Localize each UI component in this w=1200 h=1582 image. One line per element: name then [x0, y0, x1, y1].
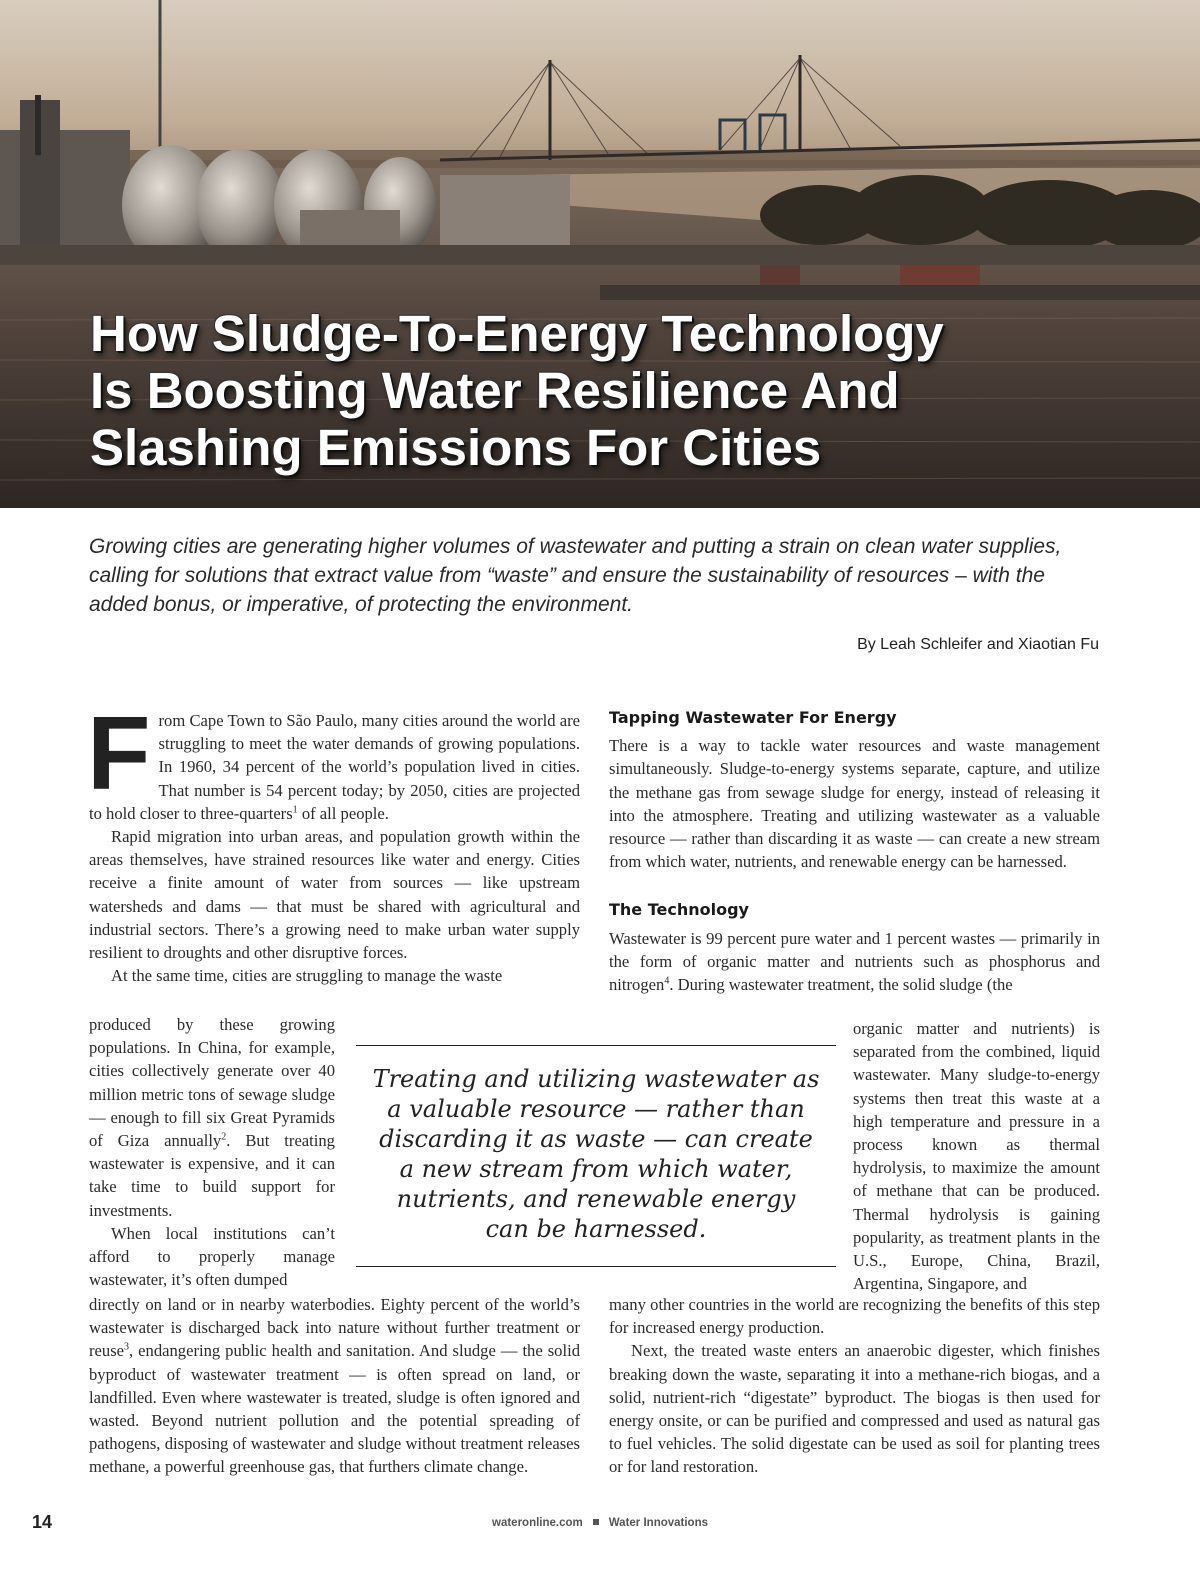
- paragraph: many other countries in the world are recognizing the benefits of this step for increased energy production.: [609, 1295, 1100, 1338]
- section-heading: Tapping Wastewater For Energy: [609, 708, 897, 727]
- pull-quote-line: a valuable resource — rather than: [387, 1095, 805, 1123]
- paragraph: There is a way to tackle water resources and waste management simultaneously. Sludge-to-energy systems separate, capture, and utilize the methane gas from sewage sludge for energy, instead of releasing it into the atmosphere. Treating and utilizing wastewater as a valuable resource — rather than discarding it as waste — can create a new stream from which water, nutrients, and renewable energy can be harnessed.: [609, 736, 1100, 872]
- pull-quote: [356, 1045, 836, 1267]
- deck-line: calling for solutions that extract value from “waste” and ensure the sustainability of resources – with the: [89, 564, 1045, 587]
- footnote-ref: 1: [292, 804, 298, 816]
- square-bullet-icon: [593, 1519, 599, 1525]
- title-line: Slashing Emissions For Cities: [90, 419, 822, 476]
- footer-publication: Water Innovations: [608, 1517, 708, 1529]
- footnote-ref: 2: [221, 1131, 227, 1143]
- paragraph-start: At the same time, cities are struggling to manage the waste: [111, 966, 503, 986]
- left-column-bottom: [89, 1293, 580, 1479]
- byline: By Leah Schleifer and Xiaotian Fu: [857, 636, 1099, 653]
- right-column-narrow: [853, 1017, 1100, 1295]
- footer-site: wateronline.com: [492, 1517, 583, 1529]
- paragraph: directly on land or in nearby waterbodies. Eighty percent of the world’s wastewater is discharged back into nature without further treatment or reuse$^3$, endangering public health and sanitation. And sludge — the solid byproduct of wastewater treatment — is often spread on land, or landfilled. Even where wastewater is treated, sludge is often ignored and wasted. Beyond nutrient pollution and the potential spreading of pathogens, disposing of wastewater and sludge without treatment releases methane, a powerful greenhouse gas, that furthers climate change.: [89, 1295, 580, 1477]
- paragraph: organic matter and nutrients) is separated from the combined, liquid wastewater. Many sludge-to-energy systems then treat this waste at a high temperature and pressure in a process known as thermal hydrolysis, to maximize the amount of methane that can be produced. Thermal hydrolysis is gaining popularity, as treatment plants in the U.S., Europe, China, Brazil, Argentina, Singapore, and: [853, 1019, 1100, 1294]
- pull-quote-line: can be harnessed.: [485, 1215, 707, 1243]
- drop-cap: F: [87, 696, 151, 812]
- paragraph-start: When local institutions can’t afford to properly manage wastewater, it’s often dumped: [89, 1223, 335, 1290]
- left-column-top: [87, 696, 580, 987]
- right-column-top: [609, 706, 1100, 996]
- pull-quote-line: a new stream from which water,: [399, 1155, 793, 1183]
- footnote-ref: 4: [664, 975, 670, 987]
- pull-quote-line: discarding it as waste — can create: [379, 1125, 813, 1153]
- title-line: How Sludge-To-Energy Technology: [90, 305, 944, 362]
- paragraph: Wastewater is 99 percent pure water and 1 percent wastes — primarily in the form of organic matter and nutrients such as phosphorus and nitrogen$^4$. During wastewater treatment, the solid sludge (the: [609, 928, 1100, 995]
- paragraph: Rapid migration into urban areas, and population growth within the areas themselves, have strained resources like water and energy. Cities receive a finite amount of water from sources — like upstream watersheds and dams — that must be shared with agricultural and industrial sectors. There’s a growing need to make urban water supply resilient to droughts and other disruptive forces.: [89, 827, 580, 963]
- footnote-ref: 3: [124, 1341, 130, 1353]
- page-number: 14: [32, 1512, 53, 1532]
- right-column-bottom: [609, 1293, 1100, 1479]
- paragraph: Next, the treated waste enters an anaerobic digester, which finishes breaking down the waste, separating it into a methane-rich biogas, and a solid, nutrient-rich “digestate” byproduct. The biogas is then used for energy onsite, or can be purified and compressed and used as natural gas to fuel vehicles. The solid digestate can be used as soil for planting trees or for land restoration.: [609, 1341, 1100, 1477]
- deck-line: Growing cities are generating higher volumes of wastewater and putting a strain on clean water supplies,: [89, 535, 1062, 558]
- pull-quote-line: nutrients, and renewable energy: [396, 1185, 796, 1213]
- article-deck: [89, 532, 1101, 619]
- footer-credit: [0, 1517, 1200, 1529]
- hero-image: [0, 0, 1200, 508]
- deck-line: added bonus, or imperative, of protecting the environment.: [89, 593, 633, 616]
- section-heading: The Technology: [609, 900, 749, 920]
- article-title: [90, 305, 1090, 476]
- pull-quote-line: Treating and utilizing wastewater as: [372, 1065, 820, 1093]
- intro-paragraph: From Cape Town to São Paulo, many cities around the world are struggling to meet the water demands of growing populations. In 1960, 34 percent of the world’s population lived in cities. That number is 54 percent today; by 2050, cities are projected to hold closer to three-quarters$^1$ of all people.: [87, 696, 580, 823]
- paragraph: produced by these growing populations. In China, for example, cities collectively generate over 40 million metric tons of sewage sludge — enough to fill six Great Pyramids of Giza annually$^2$. But treating wastewater is expensive, and it can take time to build support for investments.: [89, 1015, 335, 1220]
- left-column-narrow: [89, 1013, 335, 1291]
- title-line: Is Boosting Water Resilience And: [90, 362, 900, 419]
